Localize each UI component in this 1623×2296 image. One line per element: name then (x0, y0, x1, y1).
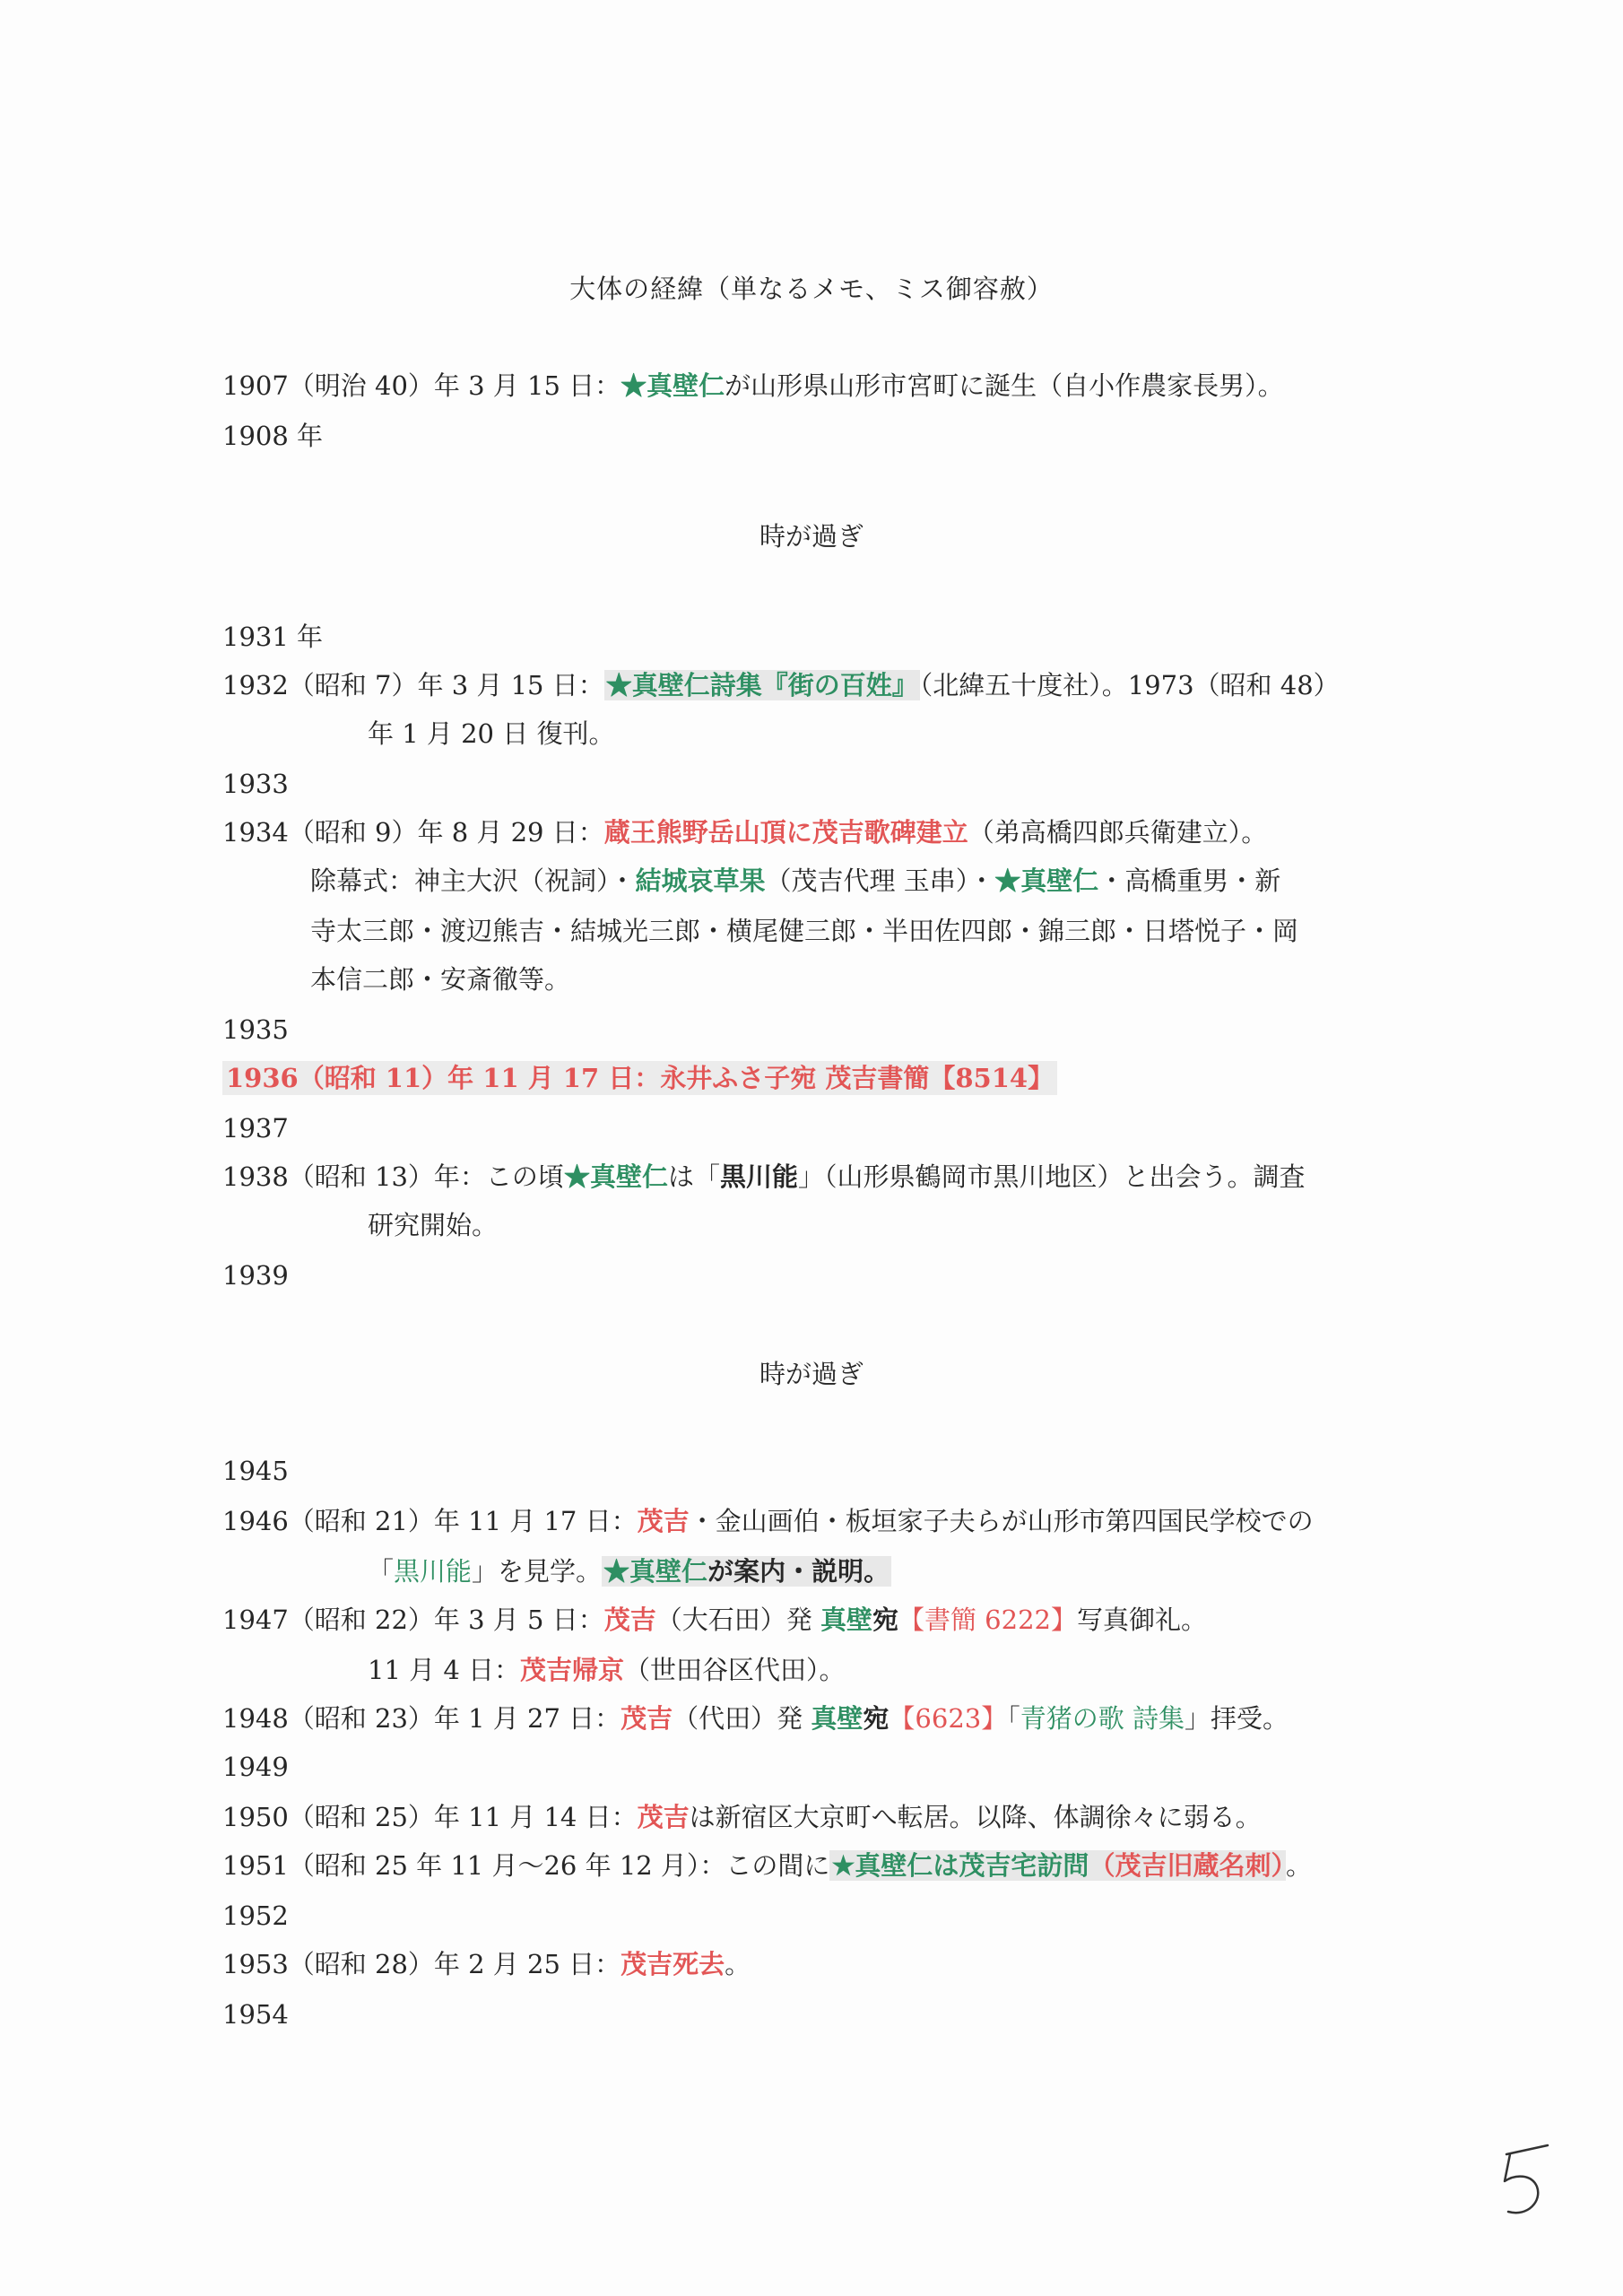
entry-1954: 1954 (222, 1999, 289, 2030)
entry-1949: 1949 (222, 1752, 289, 1782)
entry-1934-line4: 本信二郎・安斎徹等。 (310, 964, 571, 995)
entry-1907: 1907（明治 40）年 3 月 15 日：★真壁仁が山形県山形市宮町に誕生（自小作農家長男）。 (222, 370, 1284, 401)
time-passes-separator: 時が過ぎ (759, 521, 864, 552)
entry-1939: 1939 (222, 1260, 289, 1291)
handwritten-page-number (1488, 2135, 1560, 2224)
entry-1947-cont: 11 月 4 日：茂吉帰京（世田谷区代田）。 (368, 1655, 846, 1685)
entry-1946-cont: 「黒川能」を見学。★真壁仁が案内・説明。 (368, 1556, 890, 1587)
page-title: 大体の経緯（単なるメモ、ミス御容赦） (569, 274, 1054, 304)
entry-1951: 1951（昭和 25 年 11 月〜26 年 12 月）：この間に★真壁仁は茂吉宅訪問（茂吉旧蔵名刺）。 (222, 1850, 1312, 1881)
entry-1935: 1935 (222, 1014, 289, 1045)
entry-1950: 1950（昭和 25）年 11 月 14 日：茂吉は新宿区大京町へ転居。以降、体調徐々に弱る。 (222, 1802, 1262, 1832)
entry-1948: 1948（昭和 23）年 1 月 27 日：茂吉（代田）発 真壁宛【6623】「青猪の歌 詩集」拝受。 (222, 1703, 1289, 1734)
entry-1953: 1953（昭和 28）年 2 月 25 日：茂吉死去。 (222, 1949, 751, 1979)
entry-1934: 1934（昭和 9）年 8 月 29 日：蔵王熊野岳山頂に茂吉歌碑建立（弟高橋四郎兵衛建立）。 (222, 817, 1268, 848)
entry-1931: 1931 年 (222, 622, 324, 652)
entry-1932-cont: 年 1 月 20 日 復刊。 (368, 718, 615, 749)
entry-1946: 1946（昭和 21）年 11 月 17 日：茂吉・金山画伯・板垣家子夫らが山形市第四国民学校での (222, 1506, 1314, 1536)
entry-1938: 1938（昭和 13）年：この頃★真壁仁は「黒川能」（山形県鶴岡市黒川地区）と出会う。調査 (222, 1161, 1306, 1192)
entry-1934-line3: 寺太三郎・渡辺熊吉・結城光三郎・横尾健三郎・半田佐四郎・錦三郎・日塔悦子・岡 (310, 916, 1299, 946)
entry-1952: 1952 (222, 1900, 289, 1931)
entry-1937: 1937 (222, 1113, 289, 1144)
entry-1936: 1936（昭和 11）年 11 月 17 日：永井ふさ子宛 茂吉書簡【8514】 (222, 1060, 1406, 1096)
entry-1908: 1908 年 (222, 421, 324, 451)
kahi-monument: 蔵王熊野岳山頂に茂吉歌碑建立 (603, 817, 968, 848)
entry-1932: 1932（昭和 7）年 3 月 15 日：★真壁仁詩集『街の百姓』（北緯五十度社）。1973（昭和 48） (222, 670, 1340, 700)
entry-1938-cont: 研究開始。 (368, 1210, 499, 1240)
entry-1933: 1933 (222, 769, 289, 799)
name-makabe: ★真壁仁 (621, 370, 725, 401)
entry-1934-line2: 除幕式：神主大沢（祝詞）・結城哀草果（茂吉代理 玉串）・★真壁仁・高橋重男・新 (310, 865, 1281, 896)
entry-1945: 1945 (222, 1456, 289, 1486)
time-passes-separator-2: 時が過ぎ (759, 1359, 864, 1389)
entry-1947: 1947（昭和 22）年 3 月 5 日：茂吉（大石田）発 真壁宛【書簡 6222】写真御礼。 (222, 1605, 1208, 1635)
poetry-collection-title: ★真壁仁詩集『街の百姓』 (605, 670, 918, 700)
